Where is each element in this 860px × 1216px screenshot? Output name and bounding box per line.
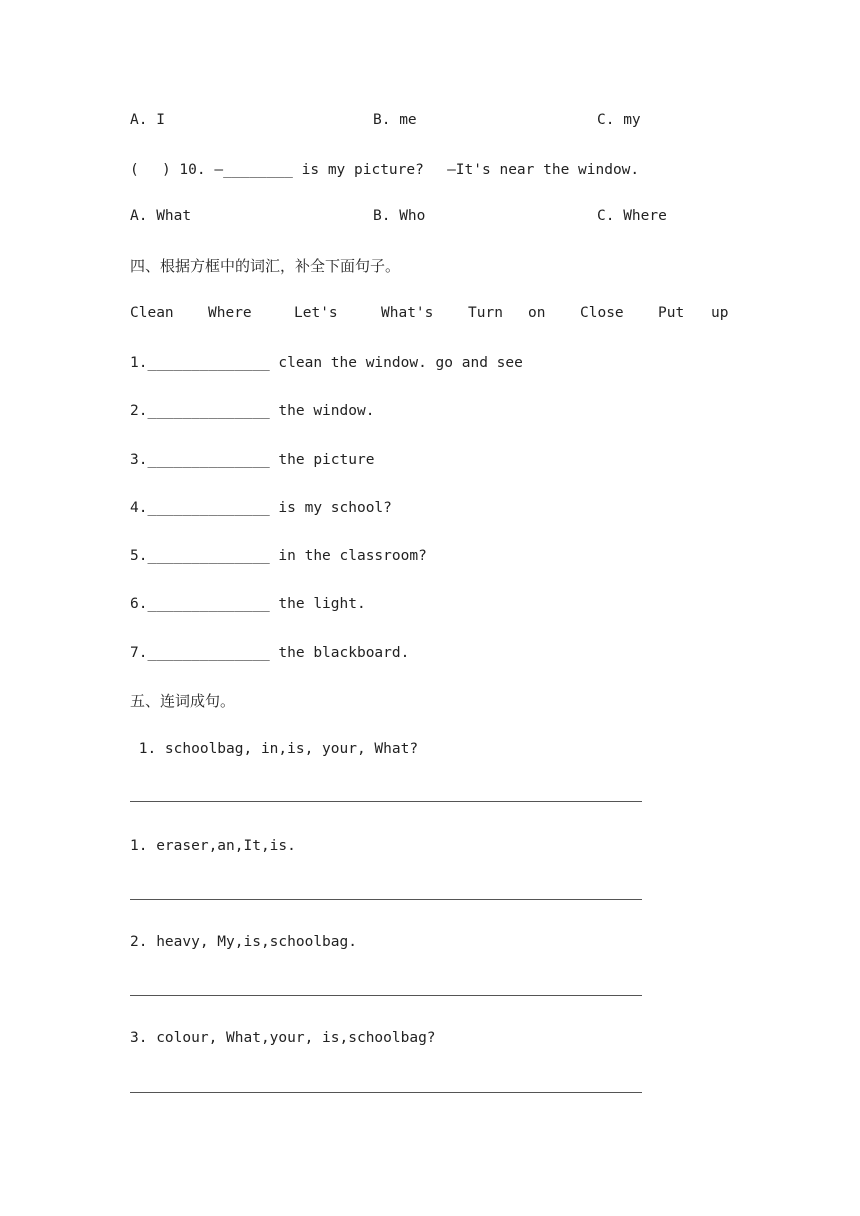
q10-option-a: A. What: [130, 208, 192, 224]
word-bank-item: Put: [658, 305, 685, 321]
fill-blank-item: 5.______________ in the classroom?: [130, 548, 427, 564]
fill-blank-item: 6.______________ the light.: [130, 596, 366, 612]
q9-option-a: A. I: [130, 112, 165, 128]
q9-option-c: C. my: [597, 112, 641, 128]
q9-option-b: B. me: [373, 112, 417, 128]
reorder-item: 1. schoolbag, in,is, your, What?: [130, 741, 419, 757]
answer-line: [130, 995, 642, 996]
fill-blank-item: 2.______________ the window.: [130, 403, 375, 419]
reorder-item: 3. colour, What,your, is,schoolbag?: [130, 1030, 436, 1046]
word-bank-item: Where: [208, 305, 252, 321]
reorder-item: 2. heavy, My,is,schoolbag.: [130, 934, 357, 950]
word-bank-item: Let's: [294, 305, 338, 321]
word-bank-item: What's: [381, 305, 434, 321]
section-4-heading: 四、根据方框中的词汇，补全下面句子。: [130, 257, 401, 275]
fill-blank-item: 3.______________ the picture: [130, 452, 375, 468]
word-bank-item: Clean: [130, 305, 174, 321]
word-bank-item: up: [711, 305, 729, 321]
fill-blank-item: 1.______________ clean the window. go and see: [130, 355, 523, 371]
answer-line: [130, 801, 642, 802]
word-bank-item: Close: [580, 305, 624, 321]
word-bank-item: on: [528, 305, 546, 321]
section-5-heading: 五、连词成句。: [130, 692, 236, 710]
reorder-item: 1. eraser,an,It,is.: [130, 838, 296, 854]
fill-blank-item: 7.______________ the blackboard.: [130, 645, 410, 661]
fill-blank-item: 4.______________ is my school?: [130, 500, 392, 516]
q10-stem: ( ) 10. —________ is my picture? —It's near the window.: [130, 162, 640, 178]
q10-option-c: C. Where: [597, 208, 667, 224]
answer-line: [130, 899, 642, 900]
answer-line: [130, 1092, 642, 1093]
q10-option-b: B. Who: [373, 208, 426, 224]
word-bank-item: Turn: [468, 305, 503, 321]
